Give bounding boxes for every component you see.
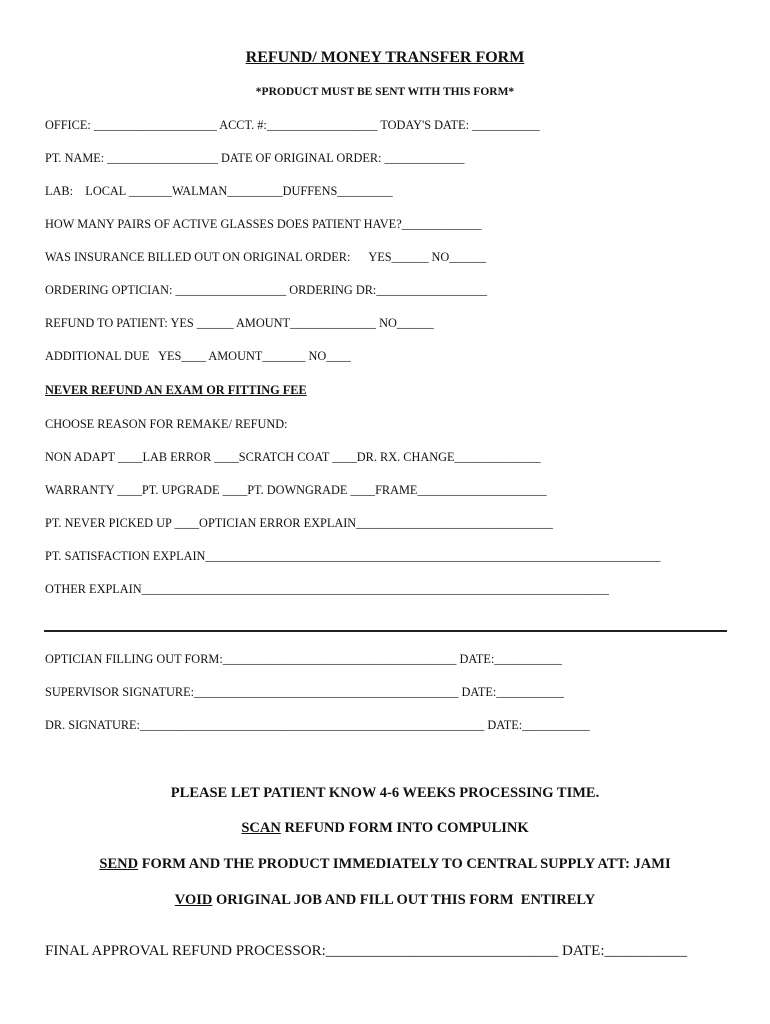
- office-acct-date-line[interactable]: OFFICE: ____________________ ACCT. #:__________________ TODAY'S DATE: ___________: [45, 118, 540, 132]
- insurance-billed-line[interactable]: WAS INSURANCE BILLED OUT ON ORIGINAL ORDER: YES______ NO______: [45, 250, 487, 264]
- lab-line[interactable]: LAB: LOCAL _______WALMAN_________DUFFENS_________: [45, 184, 393, 198]
- reason-line-1[interactable]: NON ADAPT ____LAB ERROR ____SCRATCH COAT ____DR. RX. CHANGE______________: [45, 450, 541, 464]
- void-instruction: [0, 892, 770, 909]
- form-subtitle: *PRODUCT MUST BE SENT WITH THIS FORM*: [255, 86, 515, 98]
- optician-filling-line[interactable]: OPTICIAN FILLING OUT FORM:______________________________________ DATE:___________: [45, 652, 562, 666]
- dr-signature-line[interactable]: DR. SIGNATURE:________________________________________________________ DATE:___________: [45, 718, 590, 732]
- scan-rest: REFUND FORM INTO COMPULINK: [280, 820, 529, 836]
- scan-word: SCAN: [241, 820, 281, 836]
- refund-to-patient-line[interactable]: REFUND TO PATIENT: YES ______ AMOUNT______________ NO______: [45, 316, 434, 330]
- active-glasses-line[interactable]: HOW MANY PAIRS OF ACTIVE GLASSES DOES PATIENT HAVE?_____________: [45, 217, 482, 231]
- scan-instruction: [0, 820, 770, 837]
- section-divider: [44, 630, 727, 632]
- send-word: SEND: [99, 856, 139, 872]
- send-rest: FORM AND THE PRODUCT IMMEDIATELY TO CENTRAL SUPPLY ATT: JAMI: [138, 856, 671, 872]
- form-title: REFUND/ MONEY TRANSFER FORM: [245, 49, 525, 66]
- ordering-optician-dr-line[interactable]: ORDERING OPTICIAN: __________________ ORDERING DR:__________________: [45, 283, 488, 297]
- supervisor-signature-line[interactable]: SUPERVISOR SIGNATURE:___________________________________________ DATE:___________: [45, 685, 564, 699]
- final-approval-line[interactable]: FINAL APPROVAL REFUND PROCESSOR:_______________________________ DATE:___________: [45, 943, 688, 959]
- choose-reason-heading: CHOOSE REASON FOR REMAKE/ REFUND:: [45, 417, 288, 431]
- void-rest: ORIGINAL JOB AND FILL OUT THIS FORM ENTIRELY: [212, 892, 596, 908]
- send-instruction: [0, 856, 770, 873]
- other-explain-line[interactable]: OTHER EXPLAIN____________________________________________________________________________: [45, 582, 609, 596]
- additional-due-line[interactable]: ADDITIONAL DUE YES____ AMOUNT_______ NO____: [45, 349, 351, 363]
- reason-line-2[interactable]: WARRANTY ____PT. UPGRADE ____PT. DOWNGRADE ____FRAME_____________________: [45, 483, 547, 497]
- pt-name-order-date-line[interactable]: PT. NAME: __________________ DATE OF ORIGINAL ORDER: _____________: [45, 151, 465, 165]
- void-word: VOID: [174, 892, 213, 908]
- processing-time-notice: PLEASE LET PATIENT KNOW 4-6 WEEKS PROCESSING TIME.: [170, 785, 600, 801]
- satisfaction-explain-line[interactable]: PT. SATISFACTION EXPLAIN__________________________________________________________________________: [45, 549, 661, 563]
- reason-line-3[interactable]: PT. NEVER PICKED UP ____OPTICIAN ERROR EXPLAIN________________________________: [45, 516, 553, 530]
- never-refund-warning: NEVER REFUND AN EXAM OR FITTING FEE: [45, 383, 307, 397]
